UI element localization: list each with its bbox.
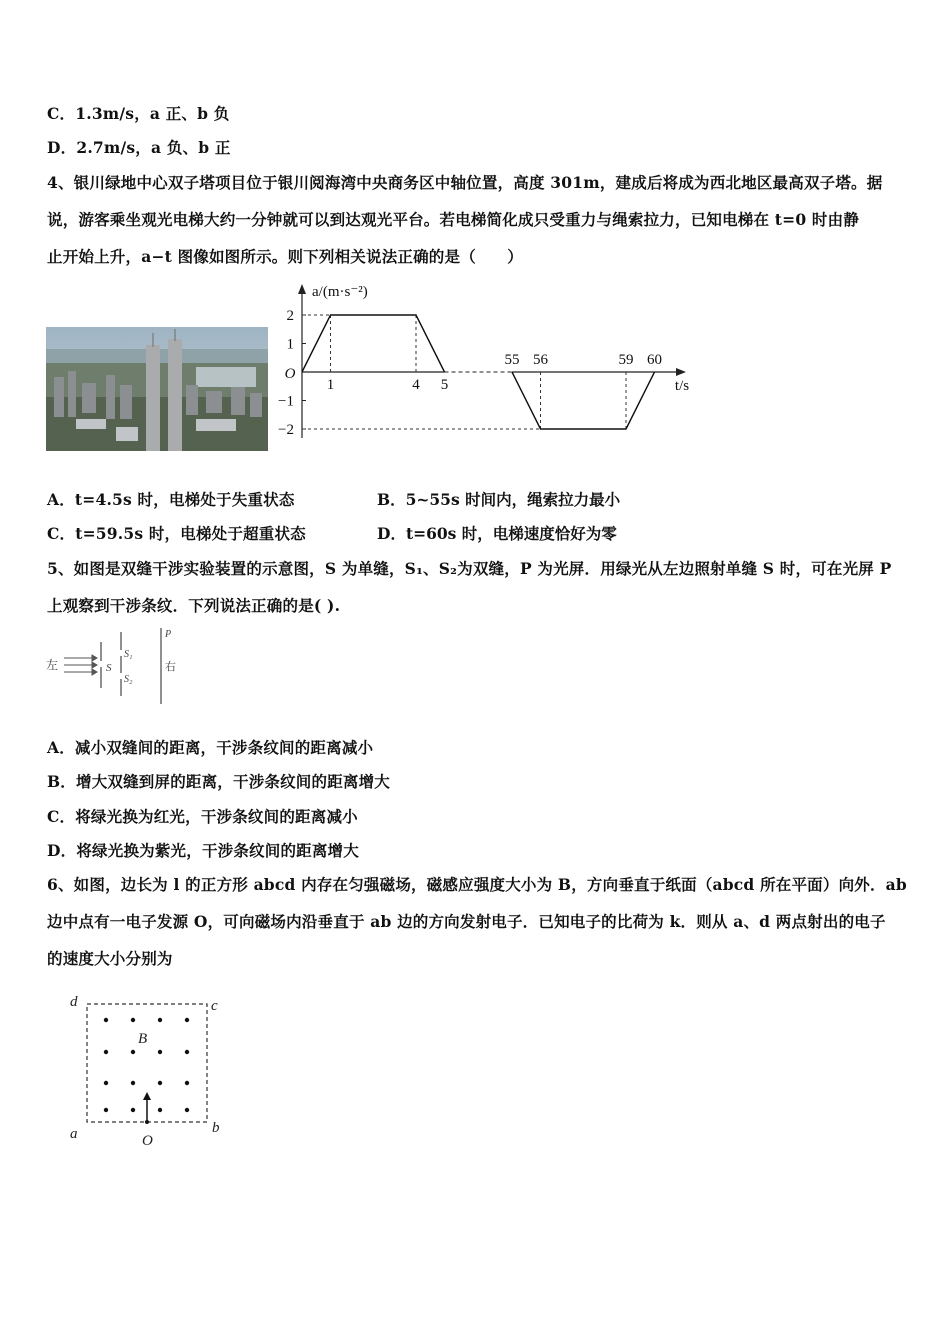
field-dot (131, 1050, 135, 1054)
q5-text-line2: 上观察到干涉条纹．下列说法正确的是( ). (47, 596, 341, 615)
q5-option-c: C．将绿光换为红光，干涉条纹间的距离减小 (47, 807, 358, 826)
label-s: S (106, 662, 112, 674)
x-tick-label: 56 (533, 352, 548, 368)
y-tick-label: −2 (278, 422, 294, 438)
x-tick-label: 55 (504, 352, 520, 368)
q5-text-line1: 5、如图是双缝干涉实验装置的示意图，S 为单缝，S₁、S₂为双缝，P 为光屏．用绿光从左边照射单缝 S 时，可在光屏 P (47, 559, 892, 578)
q6-text-line2: 边中点有一电子发源 O，可向磁场内沿垂直于 ab 边的方向发射电子．已知电子的比荷为 k．则从 a、d 两点射出的电子 (47, 912, 886, 931)
q3-option-c: C．1.3m/s，a 正、b 负 (47, 104, 230, 123)
q5-option-a: A．减小双缝间的距离，干涉条纹间的距离减小 (47, 738, 374, 757)
q4-option-c: C．t=59.5s 时，电梯处于超重状态 (47, 524, 306, 543)
field-dot (104, 1018, 108, 1022)
q4-option-b: B．5~55s 时间内，绳索拉力最小 (377, 490, 621, 509)
q4-text-line2: 说，游客乘坐观光电梯大约一分钟就可以到达观光平台。若电梯简化成只受重力与绳索拉力，已知电梯在 t=0 时由静 (47, 210, 860, 229)
twin-tower-photo (46, 327, 268, 451)
magnetic-field-square-diagram (62, 990, 232, 1150)
q6-text-line3: 的速度大小分别为 (47, 949, 173, 968)
series-a-segment-1 (302, 315, 445, 372)
field-dot (104, 1108, 108, 1112)
q6-text-line1: 6、如图，边长为 l 的正方形 abcd 内存在匀强磁场，磁感应强度大小为 B，方向垂直于纸面（abcd 所在平面）向外．ab (47, 875, 907, 894)
field-dot (185, 1108, 189, 1112)
x-tick-label: 4 (412, 377, 420, 393)
x-tick-label: 59 (618, 352, 634, 368)
x-tick-label: 5 (440, 377, 449, 393)
source-point-o (145, 1120, 149, 1124)
label-b: b (212, 1120, 220, 1136)
field-dot (158, 1050, 162, 1054)
q4-option-a: A．t=4.5s 时，电梯处于失重状态 (47, 490, 295, 509)
q4-text-line1: 4、银川绿地中心双子塔项目位于银川阅海湾中央商务区中轴位置，高度 301m，建成后将成为西北地区最高双子塔。据 (47, 173, 883, 192)
label-left: 左 (46, 658, 59, 672)
double-slit-diagram (46, 626, 196, 708)
incident-light-arrows (64, 655, 97, 675)
y-axis-label: a/(m·s⁻²) (312, 284, 368, 300)
y-tick-label: −1 (278, 393, 294, 410)
label-p: P (165, 629, 172, 640)
field-dot (185, 1050, 189, 1054)
field-dot (158, 1081, 162, 1085)
q5-option-b: B．增大双缝到屏的距离，干涉条纹间的距离增大 (47, 772, 391, 791)
x-axis-label: t/s (674, 378, 690, 394)
y-tick-label: 2 (286, 308, 294, 324)
y-tick-label: 1 (286, 336, 294, 353)
field-dot (104, 1081, 108, 1085)
y-axis-arrow-icon (298, 284, 306, 294)
q4-text-line3: 止开始上升，a−t 图像如图所示。则下列相关说法正确的是（ ） (47, 247, 523, 266)
q4-option-d: D．t=60s 时，电梯速度恰好为零 (377, 524, 617, 543)
series-a-segment-2 (512, 372, 655, 429)
field-dot (104, 1050, 108, 1054)
field-dot (185, 1018, 189, 1022)
label-right: 右 (165, 661, 176, 673)
origin-label: O (284, 366, 296, 382)
label-b-field: B (138, 1031, 148, 1047)
field-dot (131, 1018, 135, 1022)
q5-option-d: D．将绿光换为紫光，干涉条纹间的距离增大 (47, 841, 359, 860)
field-dot (158, 1108, 162, 1112)
label-s1: S₁ (124, 649, 133, 660)
x-tick-label: 60 (647, 352, 662, 368)
arrow-head-icon (143, 1092, 151, 1100)
q3-option-d: D．2.7m/s，a 负、b 正 (47, 138, 231, 157)
label-o: O (142, 1133, 153, 1149)
label-d: d (70, 994, 78, 1010)
field-dot (131, 1081, 135, 1085)
label-c: c (211, 998, 218, 1014)
a-t-graph (270, 278, 710, 458)
field-dot (185, 1081, 189, 1085)
label-a: a (70, 1126, 78, 1142)
x-tick-label: 1 (326, 377, 335, 393)
field-dot (158, 1018, 162, 1022)
x-axis-arrow-icon (676, 368, 686, 376)
field-dot (131, 1108, 135, 1112)
label-s2: S₂ (124, 674, 133, 685)
